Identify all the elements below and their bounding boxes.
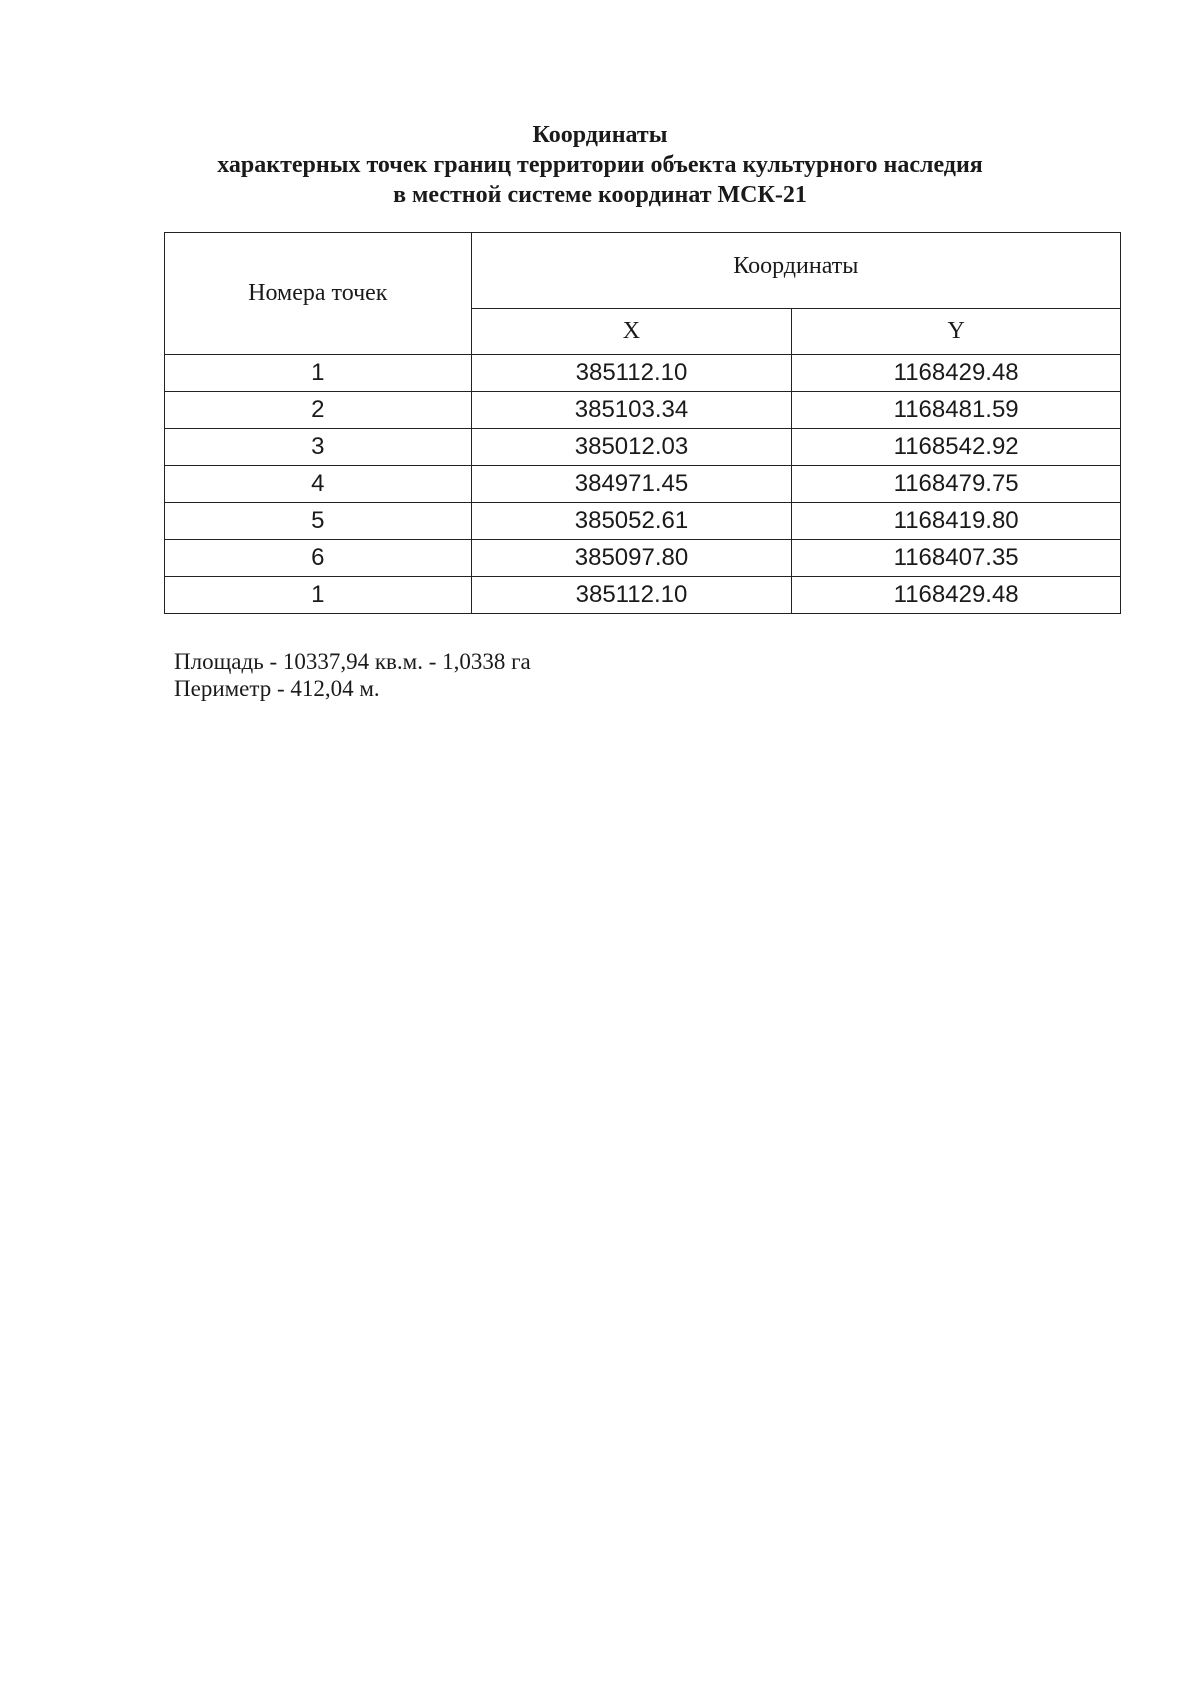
- title-line-1: Координаты: [532, 122, 668, 148]
- point-number-cell: 1: [165, 355, 472, 392]
- title-line-3: в местной системе координат МСК-21: [393, 182, 807, 208]
- table-row: [165, 466, 1121, 503]
- y-coordinate-cell: 1168419.80: [792, 503, 1121, 540]
- y-coordinate-cell: 1168481.59: [792, 392, 1121, 429]
- summary: [174, 648, 531, 702]
- point-number-cell: 6: [165, 540, 472, 577]
- area-text: Площадь - 10337,94 кв.м. - 1,0338 га: [174, 649, 531, 674]
- point-number-cell: 4: [165, 466, 472, 503]
- y-coordinate-cell: 1168542.92: [792, 429, 1121, 466]
- point-number-cell: 3: [165, 429, 472, 466]
- x-coordinate-cell: 385112.10: [471, 355, 792, 392]
- header-point-numbers: Номера точек: [165, 233, 472, 355]
- document-title: [0, 120, 1200, 210]
- coordinates-table: [164, 232, 1121, 614]
- x-coordinate-cell: 385112.10: [471, 577, 792, 614]
- x-coordinate-cell: 385012.03: [471, 429, 792, 466]
- y-coordinate-cell: 1168429.48: [792, 577, 1121, 614]
- header-y: Y: [792, 309, 1121, 355]
- title-line-2: характерных точек границ территории объекта культурного наследия: [217, 152, 983, 178]
- table-row: [165, 392, 1121, 429]
- table-header-row: [165, 233, 1121, 309]
- point-number-cell: 2: [165, 392, 472, 429]
- perimeter-text: Периметр - 412,04 м.: [174, 676, 380, 701]
- x-coordinate-cell: 385103.34: [471, 392, 792, 429]
- header-coordinates: Координаты: [471, 233, 1120, 309]
- x-coordinate-cell: 385097.80: [471, 540, 792, 577]
- y-coordinate-cell: 1168429.48: [792, 355, 1121, 392]
- point-number-cell: 5: [165, 503, 472, 540]
- header-x: X: [471, 309, 792, 355]
- y-coordinate-cell: 1168407.35: [792, 540, 1121, 577]
- y-coordinate-cell: 1168479.75: [792, 466, 1121, 503]
- point-number-cell: 1: [165, 577, 472, 614]
- table-row: [165, 577, 1121, 614]
- table-row: [165, 503, 1121, 540]
- table-row: [165, 540, 1121, 577]
- x-coordinate-cell: 385052.61: [471, 503, 792, 540]
- x-coordinate-cell: 384971.45: [471, 466, 792, 503]
- table-row: [165, 355, 1121, 392]
- table-row: [165, 429, 1121, 466]
